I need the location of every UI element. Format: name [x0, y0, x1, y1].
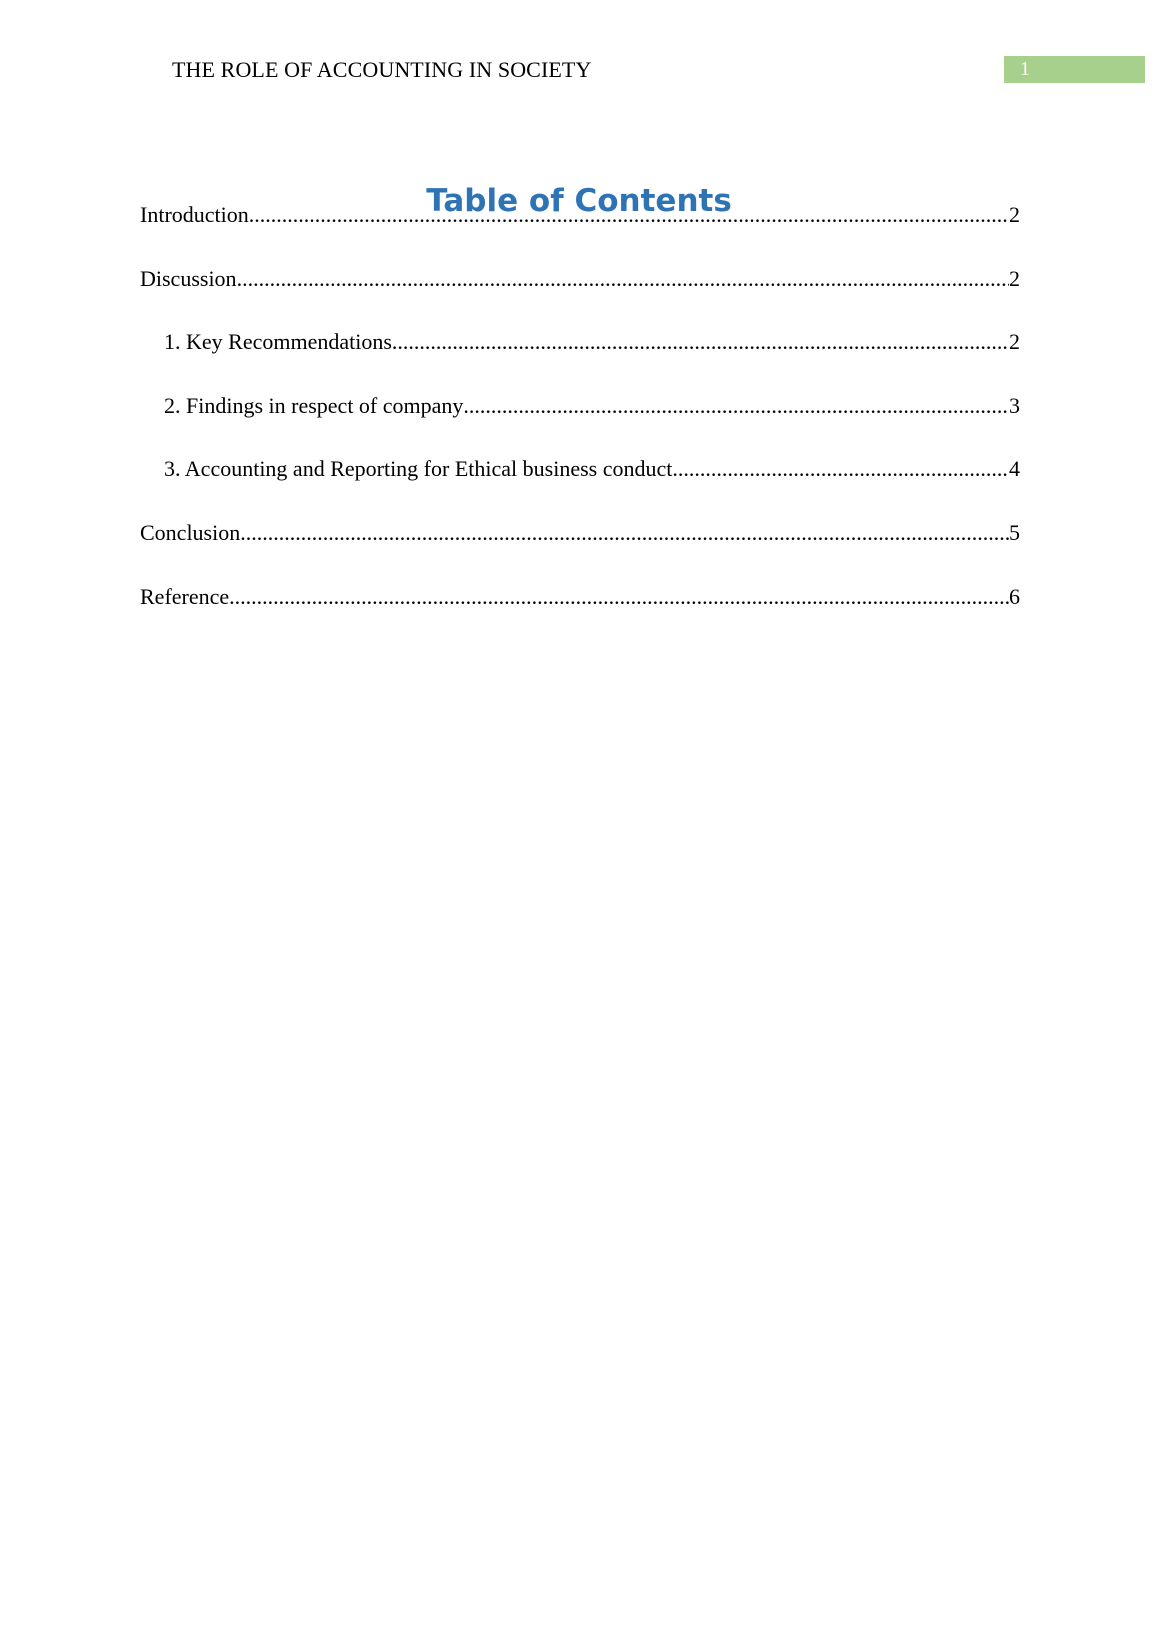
- toc-entry-page: 6: [1009, 583, 1020, 609]
- toc-entry-label: 2. Findings in respect of company: [164, 392, 464, 418]
- toc-entry-page: 2: [1009, 265, 1020, 291]
- dot-leader: [249, 201, 1009, 228]
- toc-entry-label: 3. Accounting and Reporting for Ethical business conduct: [164, 456, 673, 482]
- toc-entry-discussion[interactable]: [140, 265, 1020, 292]
- toc-entry-reference[interactable]: [140, 583, 1020, 610]
- toc-entry-label: 1. Key Recommendations: [164, 329, 392, 355]
- toc-entry-label: Conclusion: [140, 519, 241, 545]
- page-header: [0, 0, 1158, 90]
- toc-entry-introduction[interactable]: [140, 201, 1020, 228]
- toc-entry-page: 2: [1009, 329, 1020, 355]
- dot-leader: [672, 455, 1009, 482]
- toc-entry-findings[interactable]: [140, 392, 1020, 419]
- toc-entry-page: 2: [1009, 202, 1020, 227]
- dot-leader: [392, 328, 1009, 355]
- page-number: 1: [1020, 58, 1030, 80]
- toc-entry-label: Reference: [140, 583, 230, 609]
- toc-heading: Table of Contents: [426, 182, 732, 219]
- dot-leader: [463, 392, 1009, 419]
- dot-leader: [229, 583, 1009, 610]
- toc-entry-key-recommendations[interactable]: [140, 328, 1020, 355]
- toc-entry-conclusion[interactable]: [140, 519, 1020, 546]
- page-number-badge: [1004, 56, 1145, 83]
- dot-leader: [240, 519, 1009, 546]
- toc-entry-page: 4: [1009, 456, 1020, 482]
- toc-entry-accounting-reporting[interactable]: [140, 455, 1020, 482]
- toc-entry-page: 3: [1009, 392, 1020, 418]
- dot-leader: [237, 265, 1009, 292]
- toc-entry-label: Discussion: [140, 265, 237, 291]
- toc-entry-page: 5: [1009, 519, 1020, 545]
- toc-entry-label: Introduction: [140, 202, 249, 227]
- running-header-title: THE ROLE OF ACCOUNTING IN SOCIETY: [172, 57, 592, 82]
- table-of-contents: [140, 201, 1020, 646]
